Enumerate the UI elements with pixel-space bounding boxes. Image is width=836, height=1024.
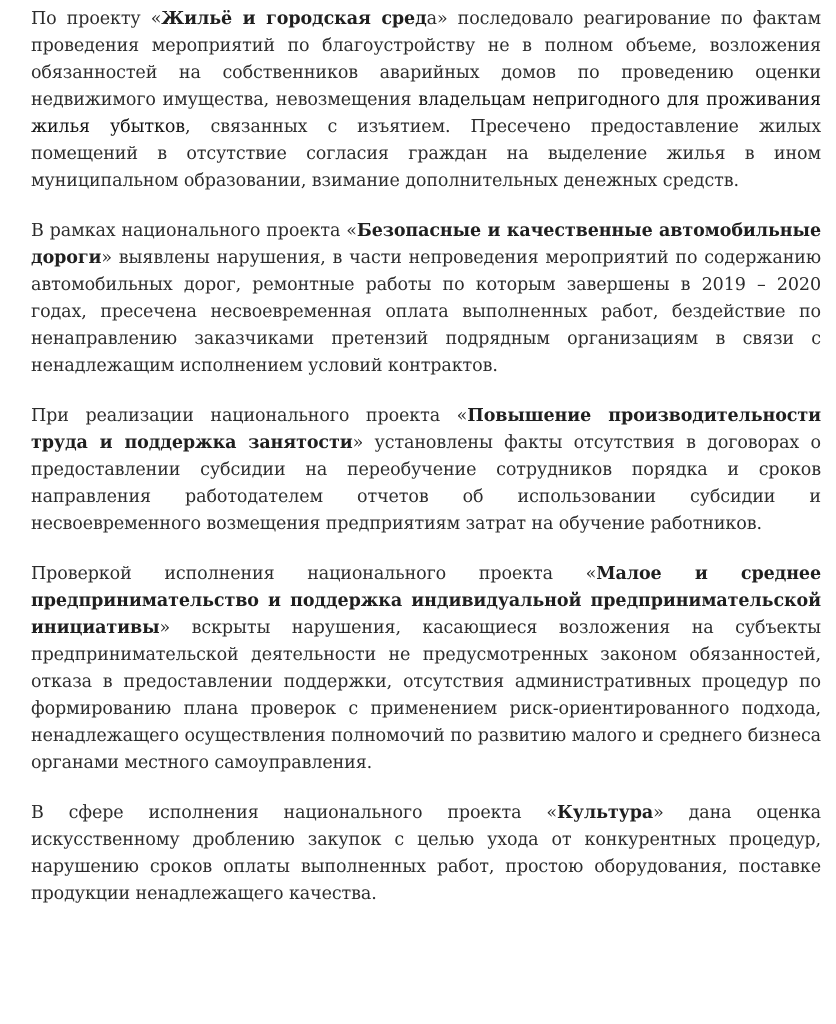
paragraph-text: » установлены факты отсутствия в договорах о предоставлении субсидии на переобучение сотрудников порядка и сроков направления работодателем отчетов об использовании субсидии и несвоевременного возмещения предприятиям затрат на обучение работников. [31,433,821,534]
paragraph-text: По проекту « [31,9,162,29]
paragraph-text: В рамках национального проекта « [31,221,357,241]
paragraph-text: Проверкой исполнения национального проекта « [31,564,597,584]
document-body [31,6,821,931]
paragraph-small-business [31,561,821,777]
paragraph-text: , связанных с изъятием. Пресечено предоставление жилых помещений в отсутствие согласия граждан на выделение жилья в ином муниципальном образовании, взимание дополнительных денежных средств. [31,117,822,191]
paragraph-roads [31,218,821,380]
paragraph-text: При реализации национального проекта « [31,406,468,426]
paragraph-text: В сфере исполнения национального проекта « [31,803,557,823]
project-name-housing: Жильё и городская сред [161,9,427,29]
paragraph-text: а» последовало реагирование по фактам проведения мероприятий по благоустройству не в полном объеме, возложения обязанностей на собственников аварийных домов по проведению оценки недвижимого имущества, невозмещения [31,9,821,110]
paragraph-text: » вскрыты нарушения, касающиеся возложения на субъекты предпринимательской деятельности не предусмотренных законом обязанностей, отказа в предоставлении поддержки, отсутствия административных процедур по формированию плана проверок с применением риск-ориентированного подхода, ненадлежащего осуществления полномочий по развитию малого и среднего бизнеса органами местного самоуправления. [31,618,821,773]
paragraph-text: » дана оценка искусственному дроблению закупок с целью ухода от конкурентных процедур, нарушению сроков оплаты выполненных работ, простою оборудования, поставке продукции ненадлежащего качества. [31,803,821,904]
project-name-small-business: Малое и среднее предпринимательство и поддержка индивидуальной предпринимательской инициативы [31,564,821,638]
paragraph-text-highlight: владельцам непригодного для проживания жилья убытков [31,90,821,137]
project-name-roads: Безопасные и качественные автомобильные дороги [31,221,821,268]
paragraph-text: » выявлены нарушения, в части непроведения мероприятий по содержанию автомобильных дорог, ремонтные работы по которым завершены в 2019 – 2020 годах, пресечена несвоевременная оплата выполненных работ, бездействие по ненаправлению заказчиками претензий подрядным организациям в связи с ненадлежащим исполнением условий контрактов. [31,248,821,376]
project-name-culture: Культура [556,803,654,823]
paragraph-culture [31,800,821,908]
paragraph-housing [31,6,821,195]
project-name-productivity: Повышение производительности труда и поддержка занятости [31,406,821,453]
paragraph-productivity [31,403,821,538]
